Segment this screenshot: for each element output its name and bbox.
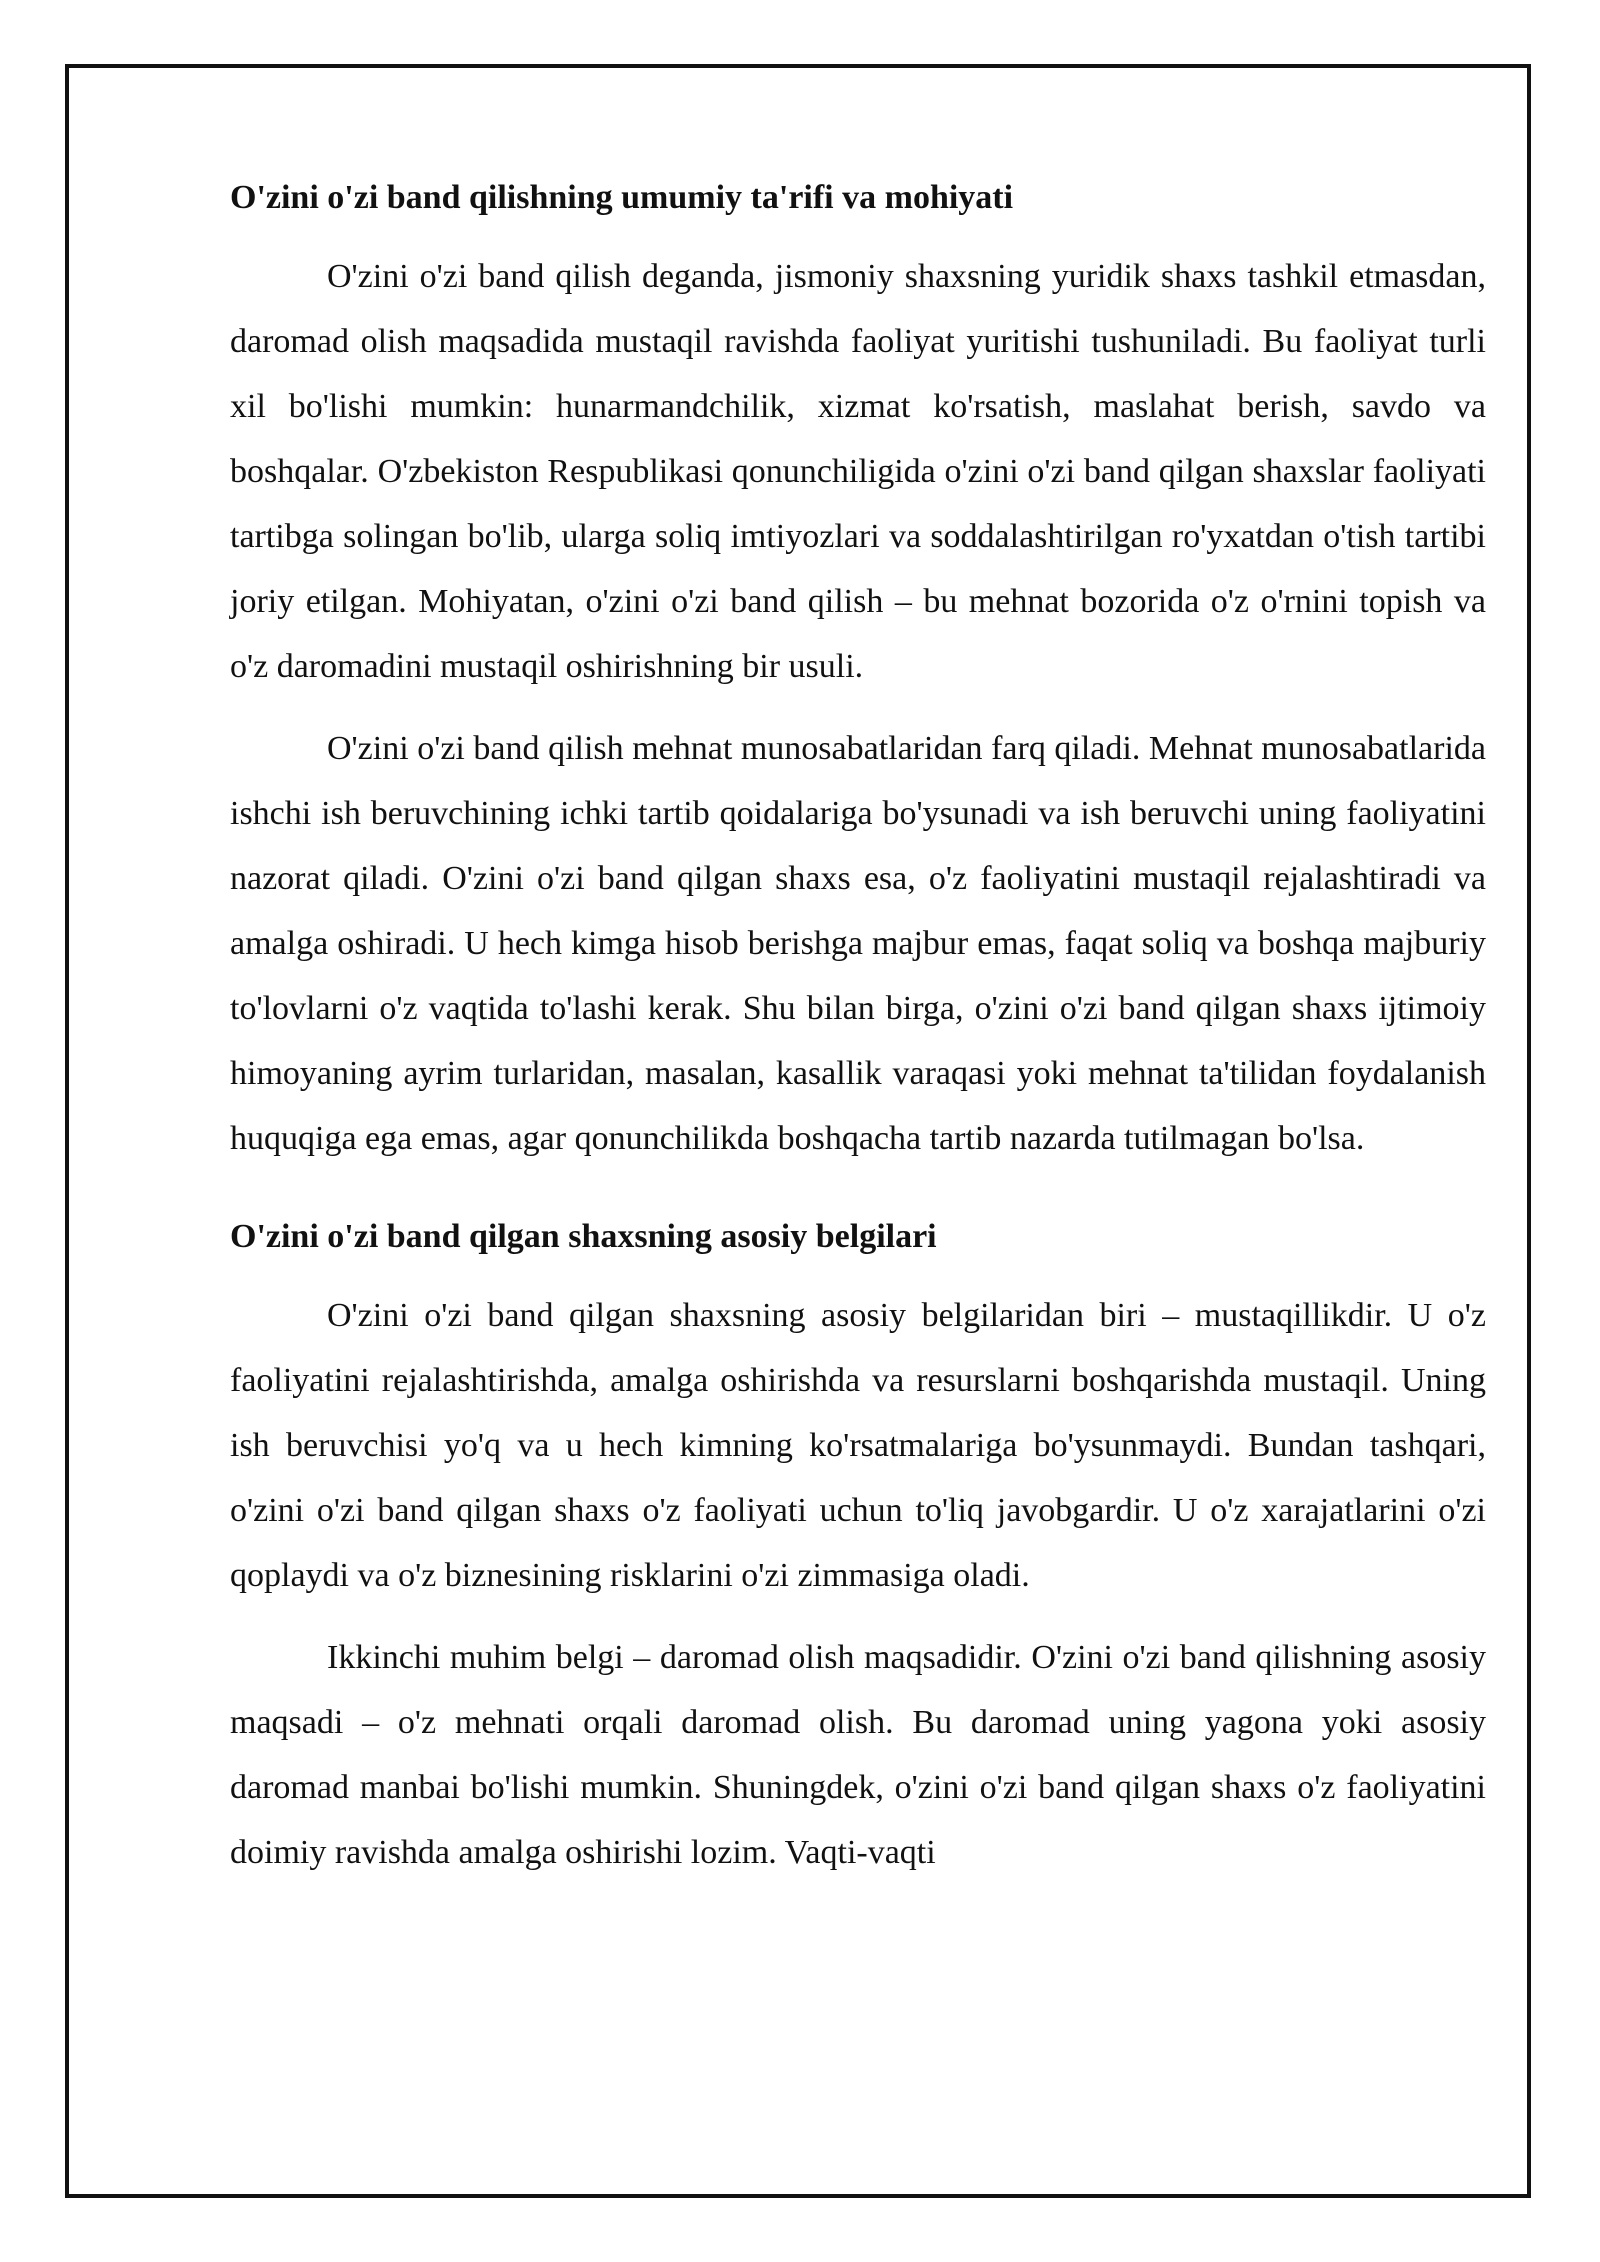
paragraph-4: Ikkinchi muhim belgi – daromad olish maqsadidir. O'zini o'zi band qilishning asosiy maqsadi – o'z mehnati orqali daromad olish. Bu daromad uning yagona yoki asosiy daromad manbai bo'lishi mumkin. Shuningdek, o'zini o'zi band qilgan shaxs o'z faoliyatini doimiy ravishda amalga oshirishi lozim. Vaqti-vaqti <box>230 1639 1486 1871</box>
section-heading-2: O'zini o'zi band qilgan shaxsning asosiy belgilari <box>230 1218 937 1255</box>
paragraph-1: O'zini o'zi band qilish deganda, jismoniy shaxsning yuridik shaxs tashkil etmasdan, daromad olish maqsadida mustaqil ravishda faoliyat yuritishi tushuniladi. Bu faoliyat turli xil bo'lishi mumkin: hunarmandchilik, xizmat ko'rsatish, maslahat berish, savdo va boshqalar. O'zbekiston Respublikasi qonunchiligida o'zini o'zi band qilgan shaxslar faoliyati tartibga solingan bo'lib, ularga soliq imtiyozlari va soddalashtirilgan ro'yxatdan o'tish tartibi joriy etilgan. Mohiyatan, o'zini o'zi band qilish – bu mehnat bozorida o'z o'rnini topish va o'z daromadini mustaqil oshirishning bir usuli. <box>230 258 1486 685</box>
section-heading-1: O'zini o'zi band qilishning umumiy ta'rifi va mohiyati <box>230 179 1014 216</box>
paragraph-3: O'zini o'zi band qilgan shaxsning asosiy belgilaridan biri – mustaqillikdir. U o'z faoliyatini rejalashtirishda, amalga oshirishda va resurslarni boshqarishda mustaqil. Uning ish beruvchisi yo'q va u hech kimning ko'rsatmalariga bo'ysunmaydi. Bundan tashqari, o'zini o'zi band qilgan shaxs o'z faoliyati uchun to'liq javobgardir. U o'z xarajatlarini o'zi qoplaydi va o'z biznesining risklarini o'zi zimmasiga oladi. <box>230 1297 1486 1594</box>
paragraph-2: O'zini o'zi band qilish mehnat munosabatlaridan farq qiladi. Mehnat munosabatlarida ishchi ish beruvchining ichki tartib qoidalariga bo'ysunadi va ish beruvchi uning faoliyatini nazorat qiladi. O'zini o'zi band qilgan shaxs esa, o'z faoliyatini mustaqil rejalashtiradi va amalga oshiradi. U hech kimga hisob berishga majbur emas, faqat soliq va boshqa majburiy to'lovlarni o'z vaqtida to'lashi kerak. Shu bilan birga, o'zini o'zi band qilgan shaxs ijtimoiy himoyaning ayrim turlaridan, masalan, kasallik varaqasi yoki mehnat ta'tilidan foydalanish huquqiga ega emas, agar qonunchilikda boshqacha tartib nazarda tutilmagan bo'lsa. <box>230 730 1486 1157</box>
document-body <box>230 165 1486 1902</box>
